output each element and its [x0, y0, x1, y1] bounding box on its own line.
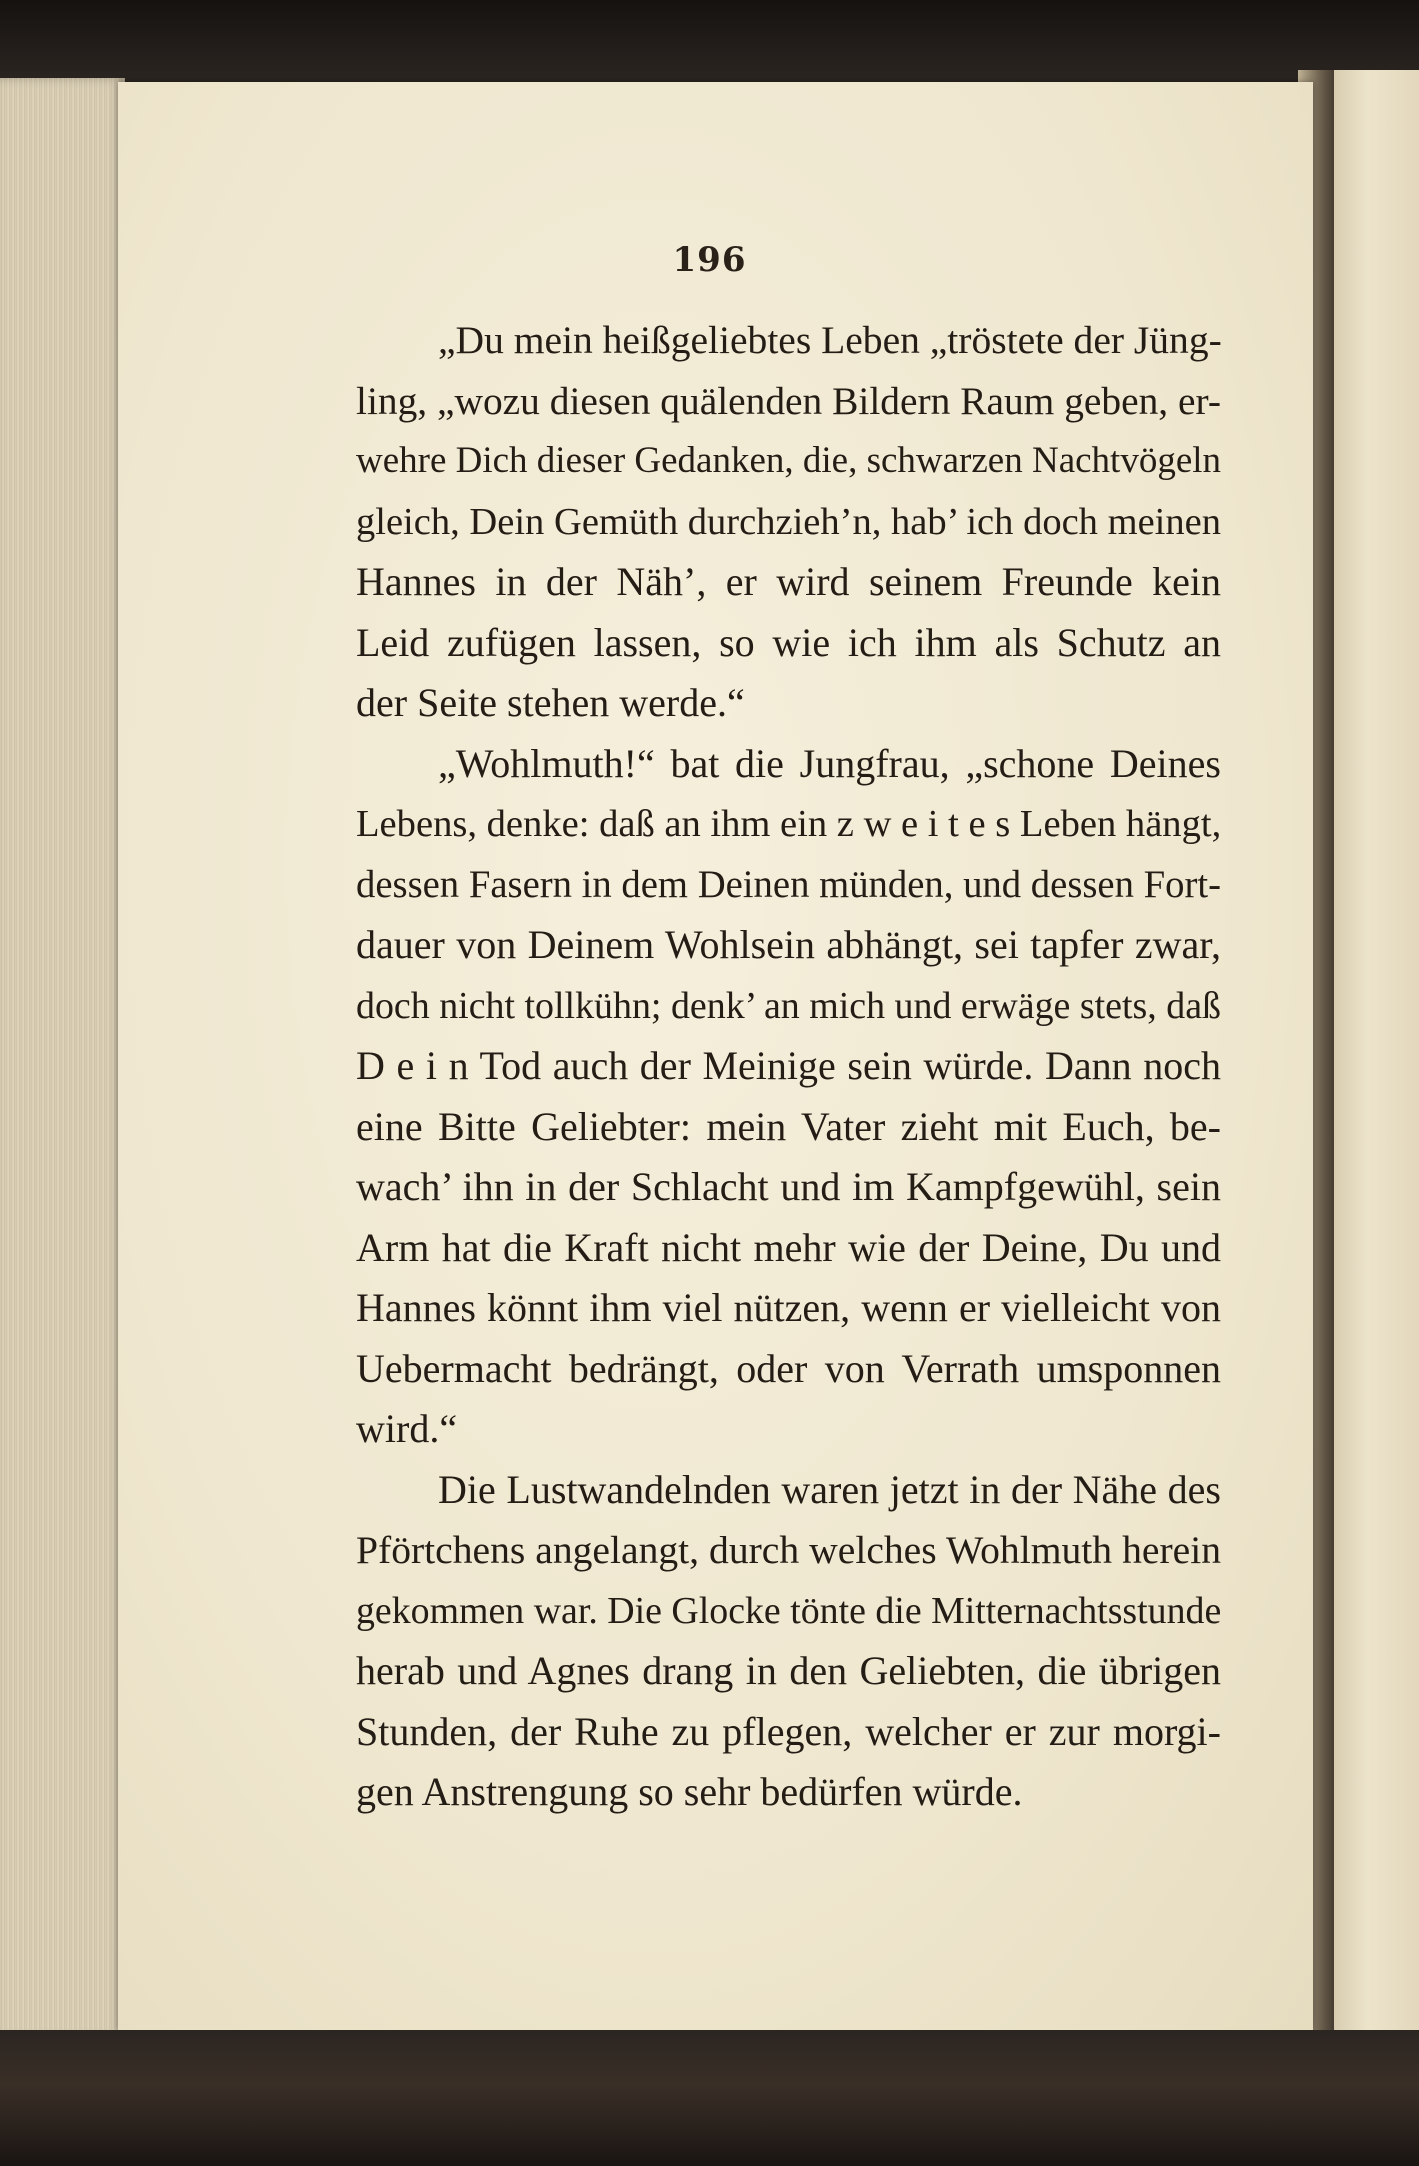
- text-line: Lebens, denke: daß an ihm ein z w e i t e s Leben hängt,: [356, 803, 1222, 845]
- text-line: Hannes in der Näh’, er wird seinem Freunde kein: [356, 559, 1221, 604]
- text-line: der Seite stehen werde.“: [356, 680, 745, 725]
- page-edges-stack: [0, 78, 125, 2038]
- text-line: wird.“: [356, 1406, 458, 1451]
- text-line: D e i n Tod auch der Meinige sein würde. Dann noch: [356, 1043, 1221, 1088]
- text-line: gekommen war. Die Glocke tönte die Mitternachtsstunde: [356, 1589, 1222, 1632]
- body-text: [356, 310, 1221, 1823]
- text-line: Arm hat die Kraft nicht mehr wie der Deine, Du und: [356, 1224, 1221, 1270]
- page-number: 196: [672, 240, 747, 280]
- text-line: Leid zufügen lassen, so wie ich ihm als Schutz an: [356, 619, 1221, 665]
- scan-background-bottom: [0, 2030, 1419, 2166]
- text-line: dauer von Deinem Wohlsein abhängt, sei tapfer zwar,: [356, 922, 1221, 967]
- text-line: wehre Dich dieser Gedanken, die, schwarzen Nachtvögeln: [356, 440, 1222, 481]
- text-line: dessen Fasern in dem Deinen münden, und dessen Fort-: [356, 863, 1221, 906]
- text-line: Stunden, der Ruhe zu pflegen, welcher er zur morgi-: [356, 1708, 1221, 1754]
- text-line: wach’ ihn in der Schlacht und im Kampfgewühl, sein: [356, 1164, 1221, 1209]
- text-line: ling, „wozu diesen quälenden Bildern Raum geben, er-: [356, 378, 1221, 423]
- text-line: eine Bitte Geliebter: mein Vater zieht mit Euch, be-: [356, 1103, 1221, 1149]
- text-line: Pförtchens angelangt, durch welches Wohlmuth herein: [356, 1528, 1221, 1572]
- facing-page-edge: [1334, 70, 1419, 2050]
- text-line: herab und Agnes drang in den Geliebten, die übrigen: [356, 1648, 1221, 1693]
- text-line: Uebermacht bedrängt, oder von Verrath umsponnen: [356, 1345, 1221, 1391]
- text-line: Die Lustwandelnden waren jetzt in der Nähe des: [438, 1466, 1221, 1512]
- text-line: „Wohlmuth!“ bat die Jungfrau, „schone Deines: [438, 740, 1221, 786]
- scan-background-top: [0, 0, 1419, 80]
- text-line: gen Anstrengung so sehr bedürfen würde.: [356, 1769, 1023, 1814]
- text-line: gleich, Dein Gemüth durchzieh’n, hab’ ich doch meinen: [356, 500, 1221, 543]
- text-line: „Du mein heißgeliebtes Leben „tröstete der Jüng-: [438, 318, 1222, 362]
- text-line: doch nicht tollkühn; denk’ an mich und erwäge stets, daß: [356, 984, 1221, 1027]
- text-line: Hannes könnt ihm viel nützen, wenn er vielleicht von: [356, 1285, 1221, 1330]
